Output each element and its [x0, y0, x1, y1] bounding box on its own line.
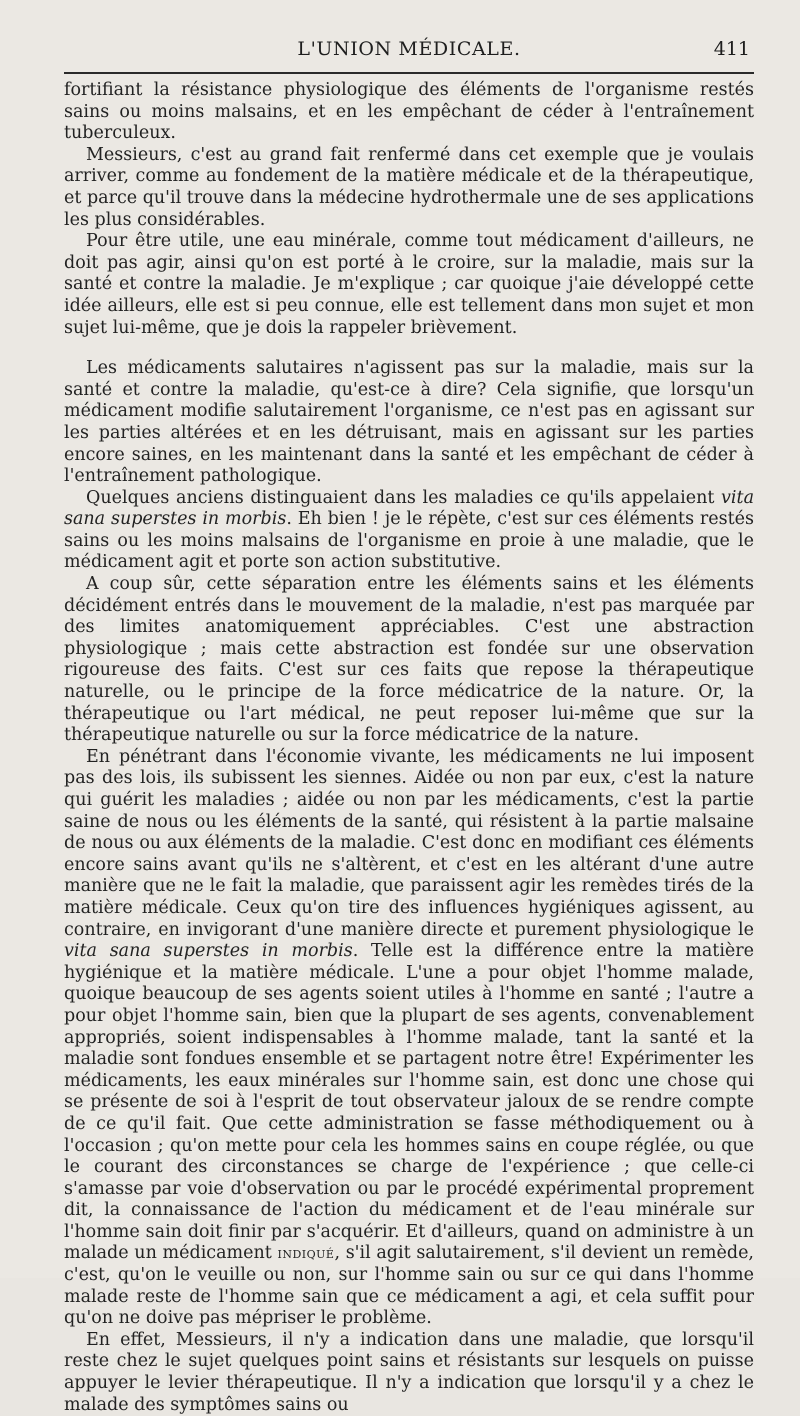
paragraph: Messieurs, c'est au grand fait renfermé dans cet exemple que je voulais arriver, comme au fondement de la matière médicale et de la thérapeutique, et parce qu'il trouve dans la médecine hydrothermale une de ses applications les plus considérables. — [64, 144, 754, 230]
paragraph: Les médicaments salutaires n'agissent pas sur la maladie, mais sur la santé et contre la maladie, qu'est-ce à dire? Cela signifie, que lorsqu'un médicament modifie salutairement l'organisme, ce n'est pas en agissant sur les parties altérées et en les détruisant, mais en agissant sur les parties encore saines, en les maintenant dans la santé et les empêchant de céder à l'entraînement pathologique. — [64, 358, 754, 487]
paragraph — [64, 488, 754, 574]
running-title: L'UNION MÉDICALE. — [297, 38, 521, 60]
text-run: . Eh bien ! je le répète, c'est sur ces éléments restés sains ou les moins malsains de l'organisme en proie à une maladie, que le médicament agit et porte son action substitutive. — [64, 509, 754, 573]
body-text — [64, 80, 754, 1416]
paragraph: Pour être utile, une eau minérale, comme tout médicament d'ailleurs, ne doit pas agir, ainsi qu'on est porté à le croire, sur la maladie, mais sur la santé et contre la maladie. Je m'explique ; car quoique j'aie développé cette idée ailleurs, elle est si peu connue, elle est tellement dans mon sujet et mon sujet lui-même, que je dois la rappeler brièvement. — [64, 231, 754, 338]
latin-phrase: vita sana superstes in morbis — [64, 941, 353, 962]
text-run: . Telle est la différence entre la matière hygiénique et la matière médicale. L'une a pour objet l'homme malade, quoique beaucoup de ses agents soient utiles à l'homme en santé ; l'autre a pour objet l'homme sain, bien que la plupart de ses agents, convenablement appropriés, soient indispensables à l'homme malade, tant la santé et la maladie sont fondues ensemble et se partagent notre être! Expérimenter les médicaments, les eaux minérales sur l'homme sain, est donc une chose qui se présente de soi à l'esprit de tout observateur jaloux de se rendre compte de ce qu'il fait. Que cette administration se fasse méthodiquement ou à l'occasion ; qu'on mette pour cela les hommes sains en coupe réglée, ou que le courant des circonstances se charge de l'expérience ; que celle-ci s'amasse par voie d'observation ou par le procédé expérimental proprement dit, la connaissance de l'action du médicament et de l'eau minérale sur l'homme sain doit finir par s'acquérir. Et d'ailleurs, quand on administre à un malade un médicament — [64, 941, 754, 1264]
paragraph: fortifiant la résistance physiologique des éléments de l'organisme restés sains ou moins malsains, et en les empêchant de céder à l'entraînement tuberculeux. — [64, 80, 754, 144]
paragraph: A coup sûr, cette séparation entre les éléments sains et les éléments décidément entrés dans le mouvement de la maladie, n'est pas marquée par des limites anatomiquement appréciables. C'est une abstraction physiologique ; mais cette abstraction est fondée sur une observation rigoureuse des faits. C'est sur ces faits que repose la thérapeutique naturelle, ou le principe de la force médicatrice de la nature. Or, la thérapeutique ou l'art médical, ne peut reposer lui-même que sur la thérapeutique naturelle ou sur la force médicatrice de la nature. — [64, 574, 754, 746]
latin-phrase: vita sana superstes in morbis — [64, 487, 754, 530]
page-header — [64, 34, 754, 68]
text-run: Quelques anciens distinguaient dans les maladies ce qu'ils appelaient — [86, 487, 722, 508]
header-rule — [64, 72, 754, 74]
paragraph: En effet, Messieurs, il n'y a indication dans une maladie, que lorsqu'il reste chez le sujet quelques point sains et résistants sur lesquels on puisse appuyer le levier thérapeutique. Il n'y a indication que lorsqu'il y a chez le malade des symptômes sains ou — [64, 1329, 754, 1415]
paragraph — [64, 747, 754, 1330]
small-caps-word: indiqué — [277, 1244, 335, 1263]
text-run: En pénétrant dans l'économie vivante, les médicaments ne lui imposent pas des lois, ils subissent les siennes. Aidée ou non par eux, c'est la nature qui guérit les maladies ; aidée ou non par les médicaments, c'est la partie saine de nous ou les éléments de la santé, qui résistent à la partie malsaine de nous ou aux éléments de la maladie. C'est donc en modifiant ces éléments encore sains avant qu'ils ne s'altèrent, et c'est en les altérant d'une autre manière que ne le fait la maladie, que paraissent agir les remèdes tirés de la matière médicale. Ceux qu'on tire des influences hygiéniques agissent, au contraire, en invigorant d'une manière directe et purement physiologique le — [64, 746, 754, 940]
page-number: 411 — [713, 38, 750, 60]
text-run: , s'il agit salutairement, s'il devient un remède, c'est, qu'on le veuille ou non, sur l'homme sain ou sur ce qui dans l'homme malade reste de l'homme sain que ce médicament a agi, et cela suffit pour qu'on ne doive pas mépriser le problème. — [64, 1243, 754, 1329]
